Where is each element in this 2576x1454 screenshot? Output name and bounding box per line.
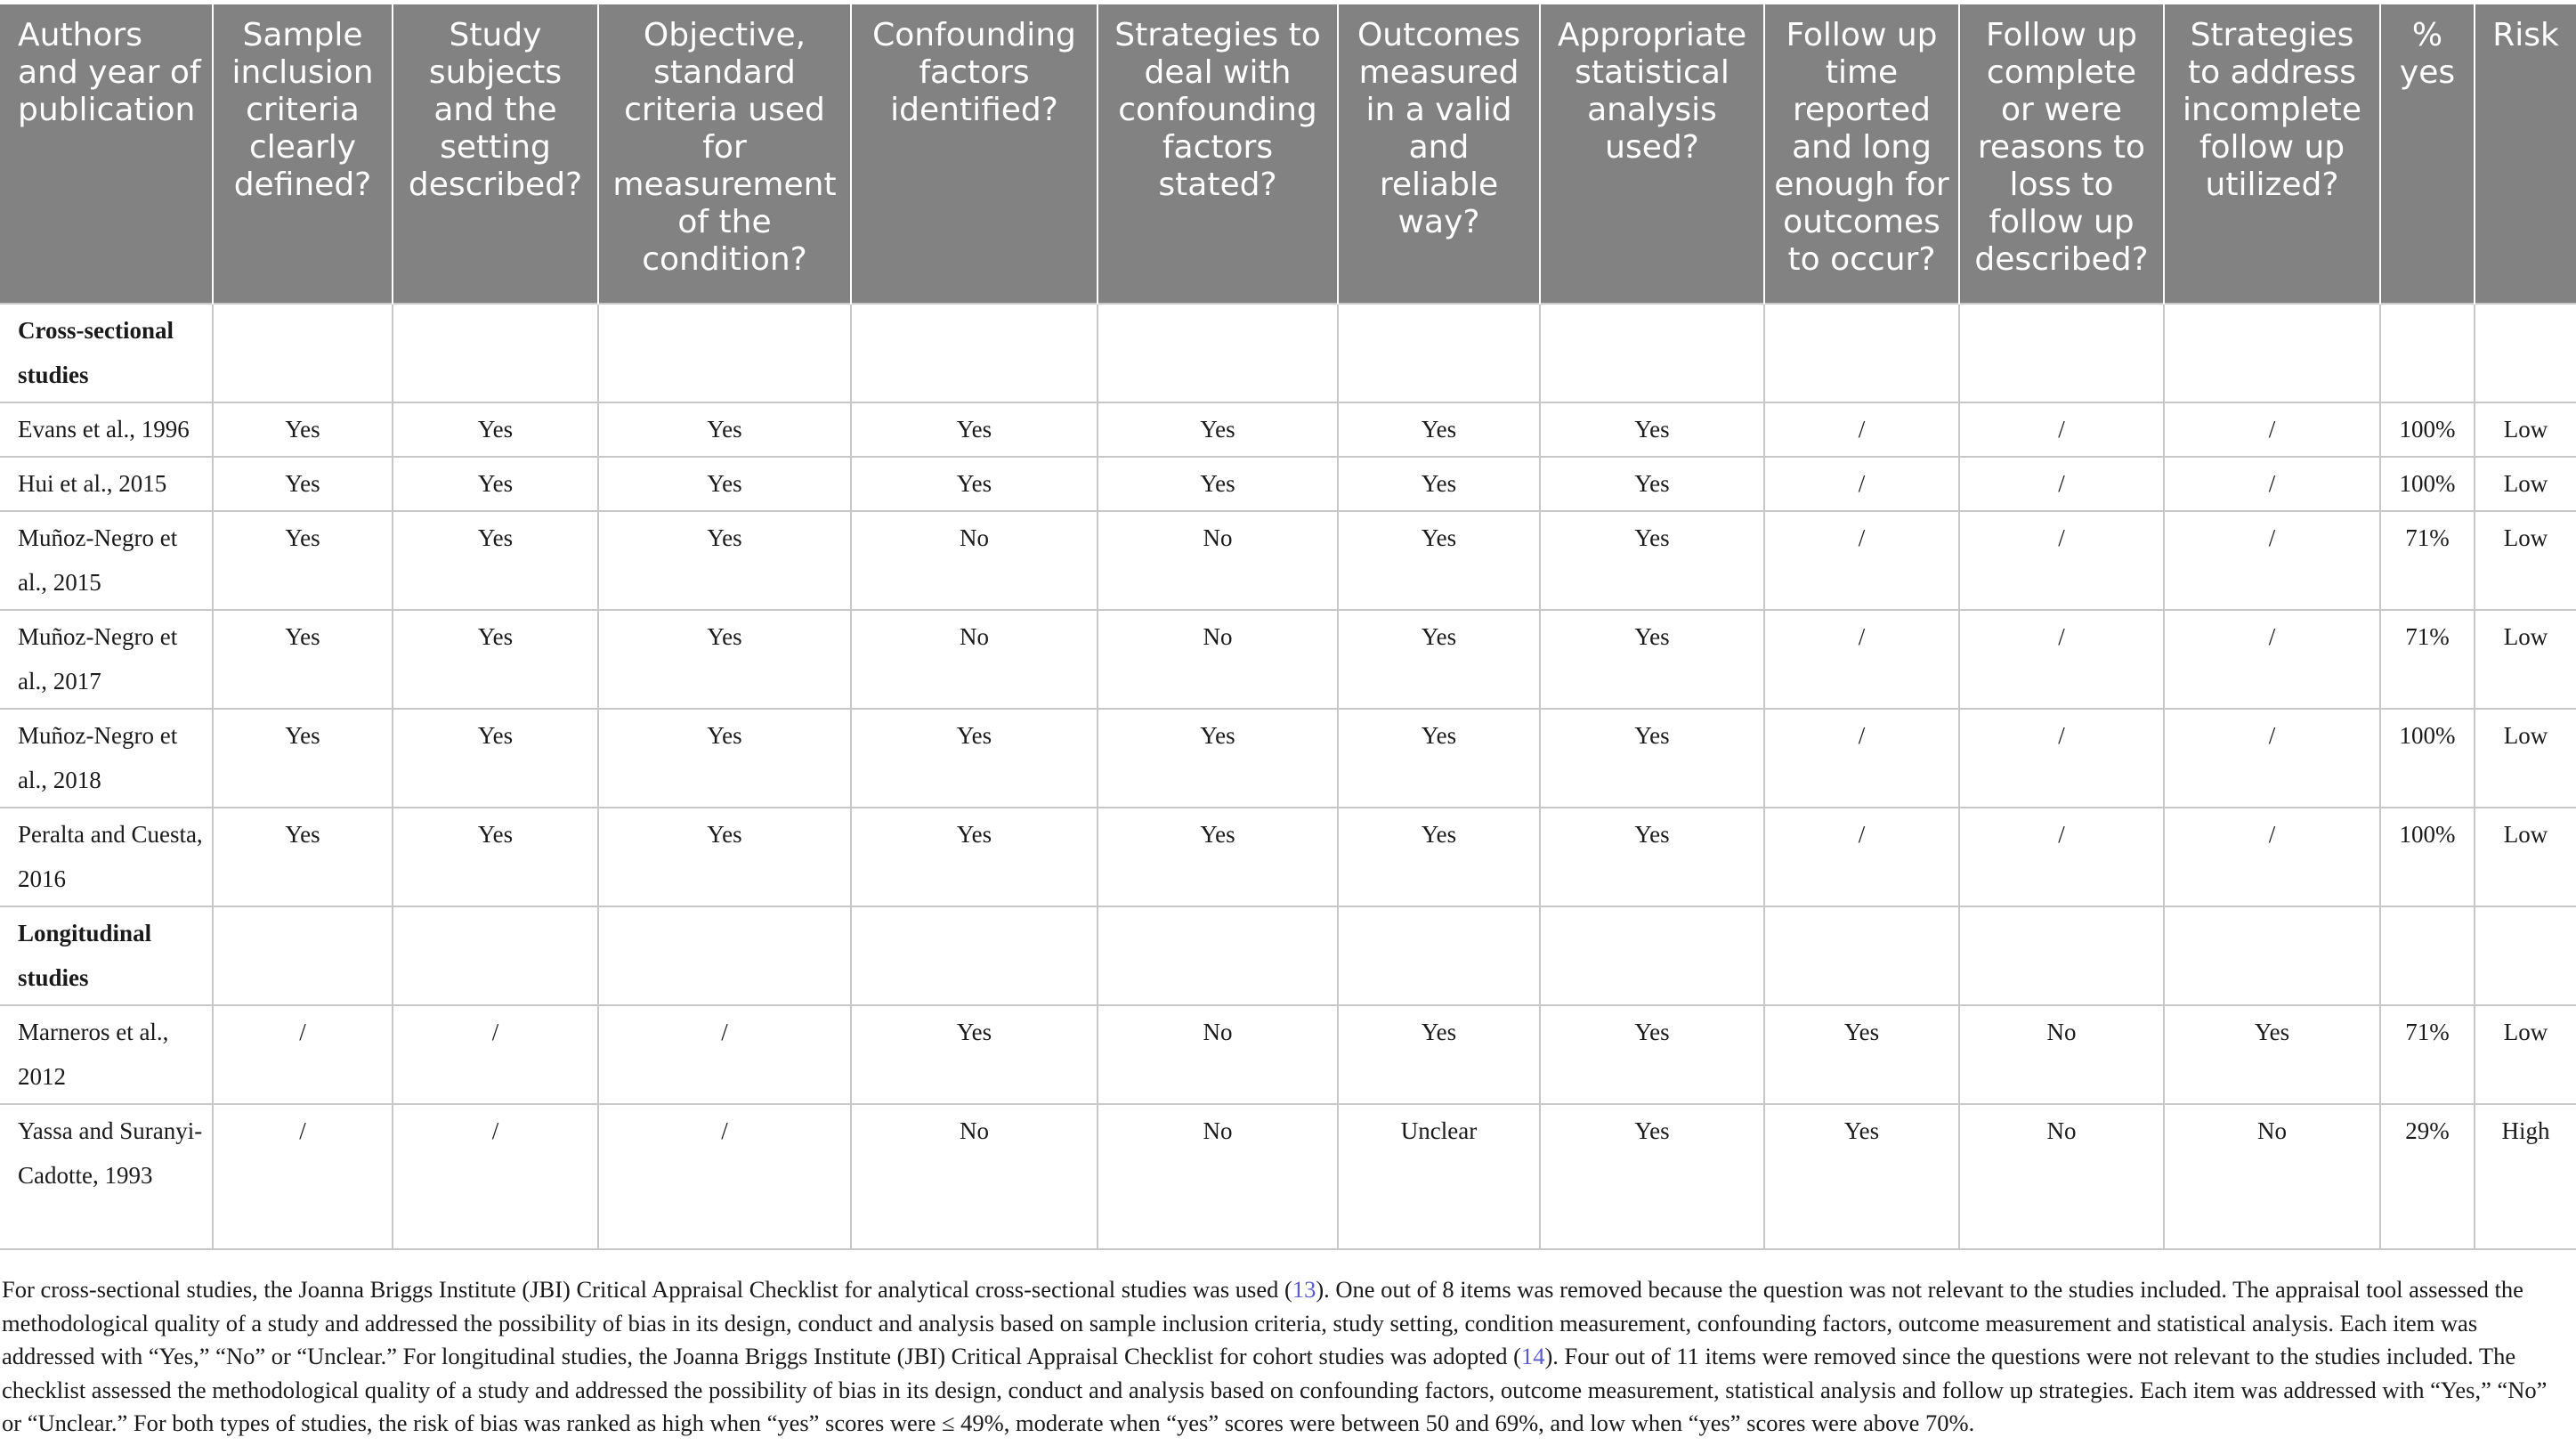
table-cell: 100% [2380,402,2475,457]
table-footnote [0,1273,2565,1441]
table-cell: / [1764,610,1959,709]
table-cell: / [2164,808,2380,906]
table-cell: No [1098,1104,1338,1249]
empty-cell [1764,304,1959,402]
table-cell: / [1959,709,2164,808]
section-row [0,906,2576,1005]
table-cell: Yes [213,457,393,511]
table-cell: Yes [1338,402,1540,457]
table-cell: 71% [2380,610,2475,709]
table-cell: / [1764,457,1959,511]
table-cell: / [2164,709,2380,808]
table-cell: Yes [1540,511,1764,610]
reference-link-14[interactable]: 14 [1520,1343,1545,1369]
header-incomplete-follow-up: Strategies to address incomplete follow up utilized? [2164,4,2380,304]
footnote-text-2: ). One out of 8 items was removed because the question was not relevant to the studies included. The appraisal tool assessed the methodological quality of a study and addressed the possibility of bias in its design, conduct and analysis based on sample inclusion criteria, study setting, condition measurement, confounding factors, outcome measurement and statistical analysis. Each item was addressed with “Yes,” “No” or “Unclear.” For longitudinal studies, the Joanna Briggs Institute (JBI) Critical Appraisal Checklist for cohort studies was adopted ( [2,1276,2523,1369]
table-cell: Yes [213,808,393,906]
header-confounding-factors: Confounding factors identified? [851,4,1098,304]
empty-cell [1959,906,2164,1005]
table-cell: No [851,1104,1098,1249]
study-author-cell: Hui et al., 2015 [0,457,213,511]
table-cell: Yes [1540,808,1764,906]
table-cell: Yes [598,808,851,906]
empty-cell [851,304,1098,402]
table-cell: 29% [2380,1104,2475,1249]
table-cell: / [2164,457,2380,511]
table-cell: / [1764,511,1959,610]
empty-cell [213,906,393,1005]
header-follow-up-complete: Follow up complete or were reasons to loss to follow up described? [1959,4,2164,304]
empty-cell [1540,304,1764,402]
table-cell: Yes [393,709,598,808]
table-cell: Yes [851,709,1098,808]
table-cell: Yes [1338,709,1540,808]
empty-cell [213,304,393,402]
table-cell: Yes [393,610,598,709]
table-cell: Low [2475,511,2576,610]
table-cell: Unclear [1338,1104,1540,1249]
header-outcomes-measured: Outcomes measured in a valid and reliable way? [1338,4,1540,304]
table-cell: No [1098,610,1338,709]
table-cell: Yes [2164,1005,2380,1104]
table-cell: Yes [851,457,1098,511]
table-cell: / [213,1005,393,1104]
study-author-cell: Muñoz-Negro et al., 2015 [0,511,213,610]
table-cell: Low [2475,610,2576,709]
table-cell: / [2164,610,2380,709]
empty-cell [2475,906,2576,1005]
header-study-subjects: Study subjects and the setting described? [393,4,598,304]
table-cell: Low [2475,709,2576,808]
table-cell: Yes [393,457,598,511]
table-cell: Low [2475,1005,2576,1104]
footnote-text-1: For cross-sectional studies, the Joanna Briggs Institute (JBI) Critical Appraisal Checklist for analytical cross-sectional studies was used ( [2,1276,1292,1303]
header-row [0,4,2576,304]
empty-cell [393,304,598,402]
table-row [0,709,2576,808]
header-follow-up-time: Follow up time reported and long enough for outcomes to occur? [1764,4,1959,304]
empty-cell [1540,906,1764,1005]
table-cell: Yes [1540,1104,1764,1249]
table-cell: Yes [598,457,851,511]
table-cell: Yes [1098,402,1338,457]
table-cell: Yes [393,808,598,906]
empty-cell [598,906,851,1005]
table-cell: 100% [2380,808,2475,906]
table-cell: / [598,1005,851,1104]
quality-assessment-table [0,4,2576,1250]
table-cell: Yes [213,610,393,709]
table-cell: Yes [851,1005,1098,1104]
empty-cell [598,304,851,402]
empty-cell [1959,304,2164,402]
table-cell: Yes [1540,610,1764,709]
reference-link-13[interactable]: 13 [1292,1276,1316,1303]
table-cell: Yes [1764,1104,1959,1249]
table-cell: Yes [1338,457,1540,511]
table-cell: / [598,1104,851,1249]
empty-cell [2380,304,2475,402]
header-percent-yes: % yes [2380,4,2475,304]
table-cell: Yes [1540,1005,1764,1104]
table-cell: / [2164,402,2380,457]
empty-cell [1764,906,1959,1005]
study-author-cell: Peralta and Cuesta, 2016 [0,808,213,906]
empty-cell [393,906,598,1005]
table-cell: / [393,1104,598,1249]
table-body [0,304,2576,1249]
table-cell: / [1959,610,2164,709]
table-cell: No [851,511,1098,610]
table-row [0,511,2576,610]
table-cell: Yes [1764,1005,1959,1104]
table-row [0,457,2576,511]
section-label: Longitudinal studies [0,906,213,1005]
study-author-cell: Muñoz-Negro et al., 2018 [0,709,213,808]
empty-cell [851,906,1098,1005]
table-cell: Yes [598,402,851,457]
table-cell: Low [2475,808,2576,906]
table-cell: Yes [1540,457,1764,511]
table-cell: / [393,1005,598,1104]
quality-table-container [0,4,2576,1250]
table-cell: Yes [1098,457,1338,511]
table-cell: Yes [598,709,851,808]
table-cell: Yes [598,610,851,709]
table-cell: Yes [1338,511,1540,610]
table-cell: Yes [1338,1005,1540,1104]
table-cell: No [1959,1005,2164,1104]
table-cell: Yes [1338,610,1540,709]
table-cell: Yes [1540,709,1764,808]
table-cell: / [1764,402,1959,457]
section-label: Cross-sectional studies [0,304,213,402]
table-cell: / [1764,709,1959,808]
table-cell: / [213,1104,393,1249]
table-cell: 100% [2380,457,2475,511]
empty-cell [1098,304,1338,402]
study-author-cell: Marneros et al., 2012 [0,1005,213,1104]
empty-cell [2164,906,2380,1005]
header-statistical-analysis: Appropriate statistical analysis used? [1540,4,1764,304]
table-cell: 100% [2380,709,2475,808]
table-cell: / [1959,808,2164,906]
header-sample-inclusion: Sample inclusion criteria clearly defined? [213,4,393,304]
table-row [0,402,2576,457]
table-cell: Low [2475,457,2576,511]
study-author-cell: Muñoz-Negro et al., 2017 [0,610,213,709]
table-row [0,1104,2576,1249]
header-confounding-strategies: Strategies to deal with confounding factors stated? [1098,4,1338,304]
table-cell: No [1098,511,1338,610]
table-cell: No [1098,1005,1338,1104]
empty-cell [1338,906,1540,1005]
table-cell: 71% [2380,511,2475,610]
table-cell: / [1959,511,2164,610]
table-cell: / [1959,457,2164,511]
table-cell: Yes [1098,709,1338,808]
table-cell: Yes [213,511,393,610]
table-cell: No [1959,1104,2164,1249]
footnote-text-3: ). Four out of 11 items were removed since the questions were not relevant to the studies included. The checklist assessed the methodological quality of a study and addressed the possibility of bias in its design, conduct and analysis based on confounding factors, outcome measurement, statistical analysis and follow up strategies. Each item was addressed with “Yes,” “No” or “Unclear.” For both types of studies, the risk of bias was ranked as high when “yes” scores were ≤ 49%, moderate when “yes” scores were between 50 and 69%, and low when “yes” scores were above 70%. [2,1343,2548,1436]
table-cell: / [1959,402,2164,457]
table-cell: 71% [2380,1005,2475,1104]
table-cell: Yes [213,402,393,457]
table-cell: Yes [851,402,1098,457]
empty-cell [2475,304,2576,402]
empty-cell [2380,906,2475,1005]
table-row [0,610,2576,709]
table-row [0,1005,2576,1104]
header-objective-criteria: Objective, standard criteria used for measurement of the condition? [598,4,851,304]
table-cell: Yes [213,709,393,808]
empty-cell [1098,906,1338,1005]
table-cell: Yes [1540,402,1764,457]
header-authors: Authors and year of publication [0,4,213,304]
study-author-cell: Yassa and Suranyi-Cadotte, 1993 [0,1104,213,1249]
table-row [0,808,2576,906]
header-risk: Risk [2475,4,2576,304]
empty-cell [1338,304,1540,402]
table-cell: / [2164,511,2380,610]
table-cell: Low [2475,402,2576,457]
section-row [0,304,2576,402]
study-author-cell: Evans et al., 1996 [0,402,213,457]
table-cell: No [851,610,1098,709]
table-cell: / [1764,808,1959,906]
table-cell: Yes [393,402,598,457]
table-cell: High [2475,1104,2576,1249]
table-cell: Yes [1098,808,1338,906]
empty-cell [2164,304,2380,402]
table-cell: Yes [851,808,1098,906]
table-cell: No [2164,1104,2380,1249]
table-cell: Yes [598,511,851,610]
table-cell: Yes [393,511,598,610]
table-cell: Yes [1338,808,1540,906]
